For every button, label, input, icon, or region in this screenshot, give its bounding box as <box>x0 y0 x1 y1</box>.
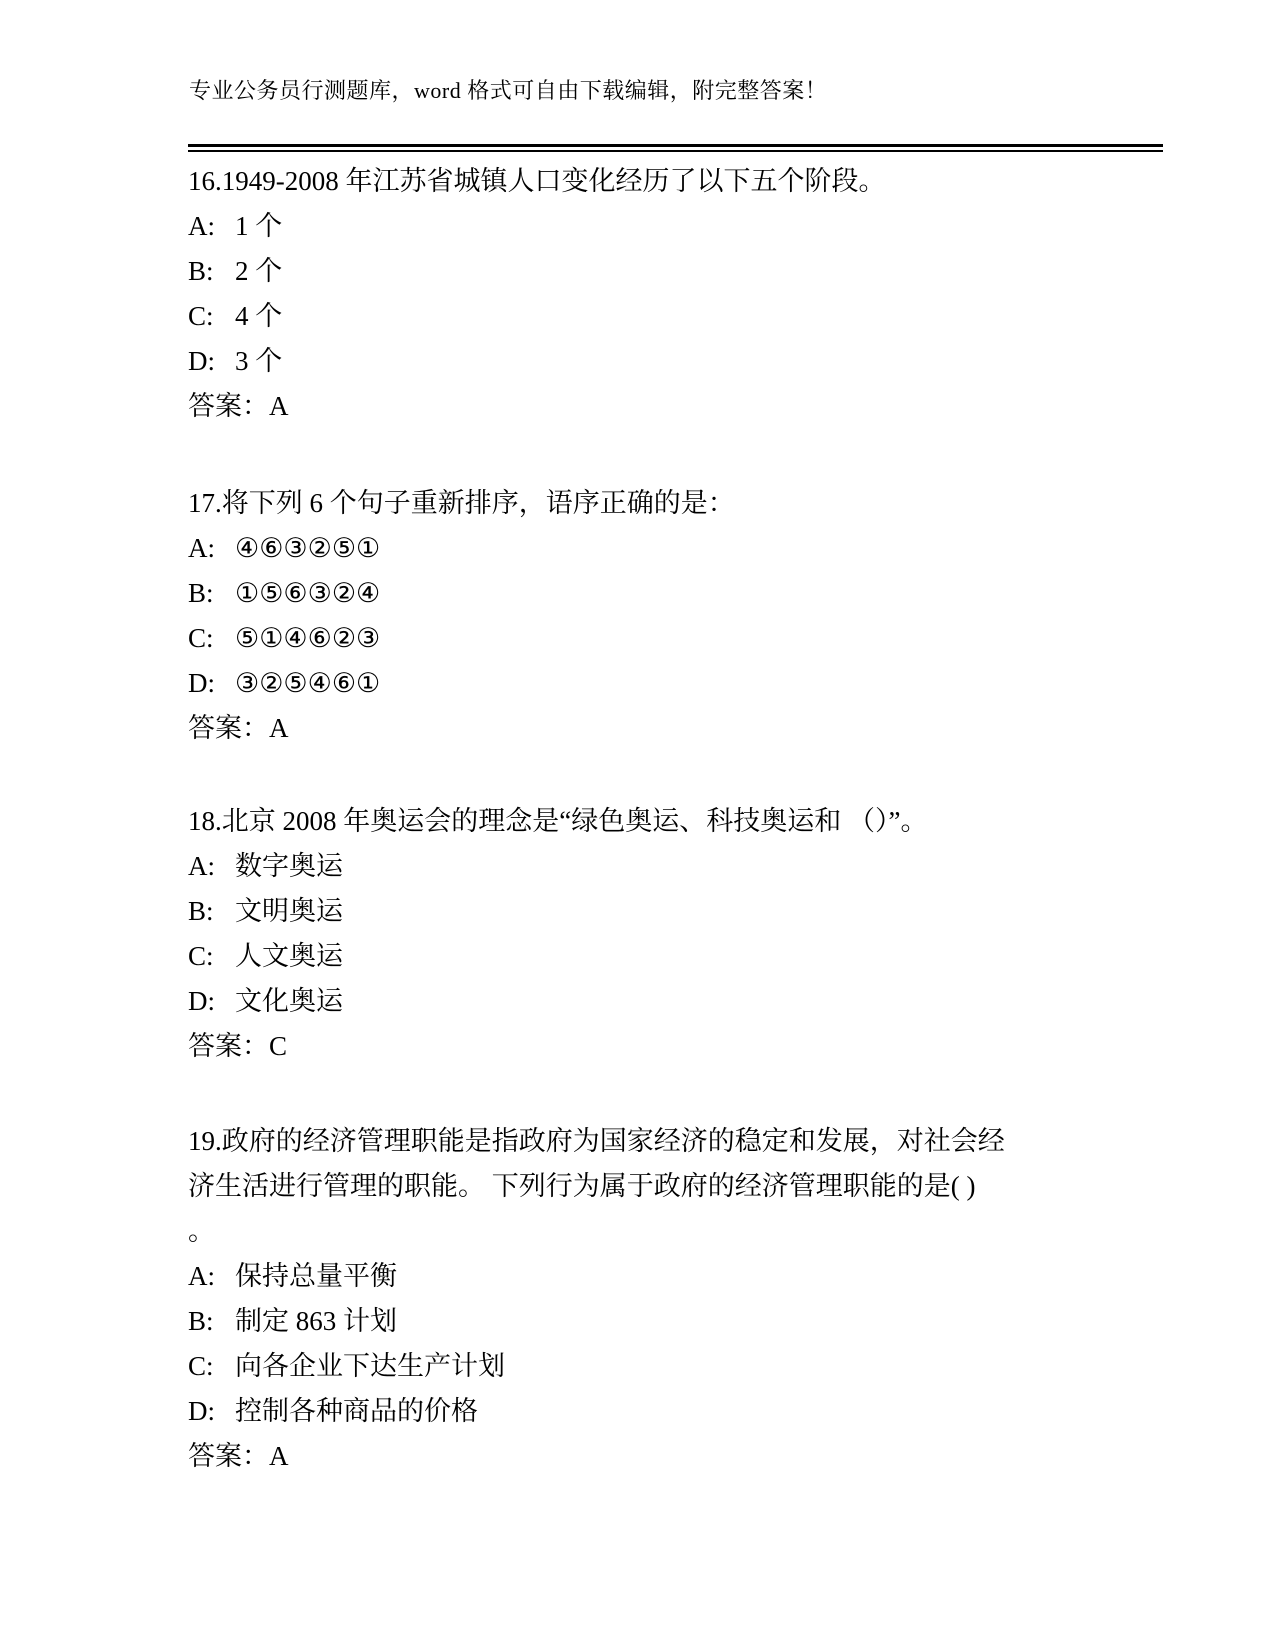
answer-prefix: 答案： <box>188 1031 269 1061</box>
option-row <box>188 1344 1148 1389</box>
option-text: 文明奥运 <box>235 896 343 926</box>
answer-value: A <box>269 1441 289 1471</box>
option-text: 人文奥运 <box>235 941 343 971</box>
option-label: C: <box>188 301 214 331</box>
option-text: 4 个 <box>235 301 283 331</box>
question-block <box>188 1119 1148 1479</box>
option-row <box>188 1299 1148 1344</box>
question-stem-line: 16.1949-2008 年江苏省城镇人口变化经历了以下五个阶段。 <box>188 166 886 196</box>
option-text: 2 个 <box>235 256 283 286</box>
option-row <box>188 249 1148 294</box>
option-row <box>188 844 1148 889</box>
answer-value: A <box>269 391 289 421</box>
option-label: D: <box>188 1396 215 1426</box>
option-label: A: <box>188 211 215 241</box>
option-row <box>188 294 1148 339</box>
option-label: A: <box>188 533 215 563</box>
answer-prefix: 答案： <box>188 1441 269 1471</box>
header-note: 专业公务员行测题库，word 格式可自由下载编辑，附完整答案！ <box>189 78 828 103</box>
question-stem-line: 18.北京 2008 年奥运会的理念是“绿色奥运、科技奥运和 （）”。 <box>188 806 928 836</box>
option-text: ⑤①④⑥②③ <box>235 623 381 653</box>
option-text: 向各企业下达生产计划 <box>235 1351 505 1381</box>
question-block <box>188 481 1148 751</box>
option-row <box>188 616 1148 661</box>
answer-line <box>188 1024 1148 1069</box>
option-row <box>188 661 1148 706</box>
option-label: D: <box>188 668 215 698</box>
question-stem-line: 17.将下列 6 个句子重新排序，语序正确的是： <box>188 488 735 518</box>
option-text: 保持总量平衡 <box>235 1261 397 1291</box>
question-block <box>188 159 1148 429</box>
option-row <box>188 889 1148 934</box>
question-block <box>188 799 1148 1069</box>
option-text: ③②⑤④⑥① <box>235 668 381 698</box>
option-text: 3 个 <box>235 346 283 376</box>
answer-line <box>188 706 1148 751</box>
option-row <box>188 1389 1148 1434</box>
answer-line <box>188 1434 1148 1479</box>
questions-container <box>188 159 1148 1531</box>
option-text: 1 个 <box>235 211 283 241</box>
option-row <box>188 571 1148 616</box>
question-stem-line: 19.政府的经济管理职能是指政府为国家经济的稳定和发展，对社会经 <box>188 1126 1005 1156</box>
option-text: 制定 863 计划 <box>235 1306 397 1336</box>
option-label: A: <box>188 851 215 881</box>
option-text: 文化奥运 <box>235 986 343 1016</box>
answer-line <box>188 384 1148 429</box>
option-label: A: <box>188 1261 215 1291</box>
option-row <box>188 526 1148 571</box>
option-row <box>188 934 1148 979</box>
option-label: B: <box>188 256 214 286</box>
option-label: C: <box>188 1351 214 1381</box>
option-text: ①⑤⑥③②④ <box>235 578 381 608</box>
question-stem-line: 济生活进行管理的职能。 下列行为属于政府的经济管理职能的是( ) <box>188 1171 976 1201</box>
answer-value: A <box>269 713 289 743</box>
answer-prefix: 答案： <box>188 391 269 421</box>
option-label: B: <box>188 1306 214 1336</box>
option-row <box>188 204 1148 249</box>
option-row <box>188 339 1148 384</box>
answer-prefix: 答案： <box>188 713 269 743</box>
option-text: 控制各种商品的价格 <box>235 1396 478 1426</box>
option-label: C: <box>188 623 214 653</box>
option-label: D: <box>188 346 215 376</box>
option-label: D: <box>188 986 215 1016</box>
option-row <box>188 979 1148 1024</box>
option-label: C: <box>188 941 214 971</box>
header-rule <box>188 144 1163 152</box>
answer-value: C <box>269 1031 288 1061</box>
option-row <box>188 1254 1148 1299</box>
question-stem-line: 。 <box>188 1216 215 1246</box>
option-text: 数字奥运 <box>235 851 343 881</box>
option-label: B: <box>188 578 214 608</box>
option-text: ④⑥③②⑤① <box>235 533 381 563</box>
option-label: B: <box>188 896 214 926</box>
